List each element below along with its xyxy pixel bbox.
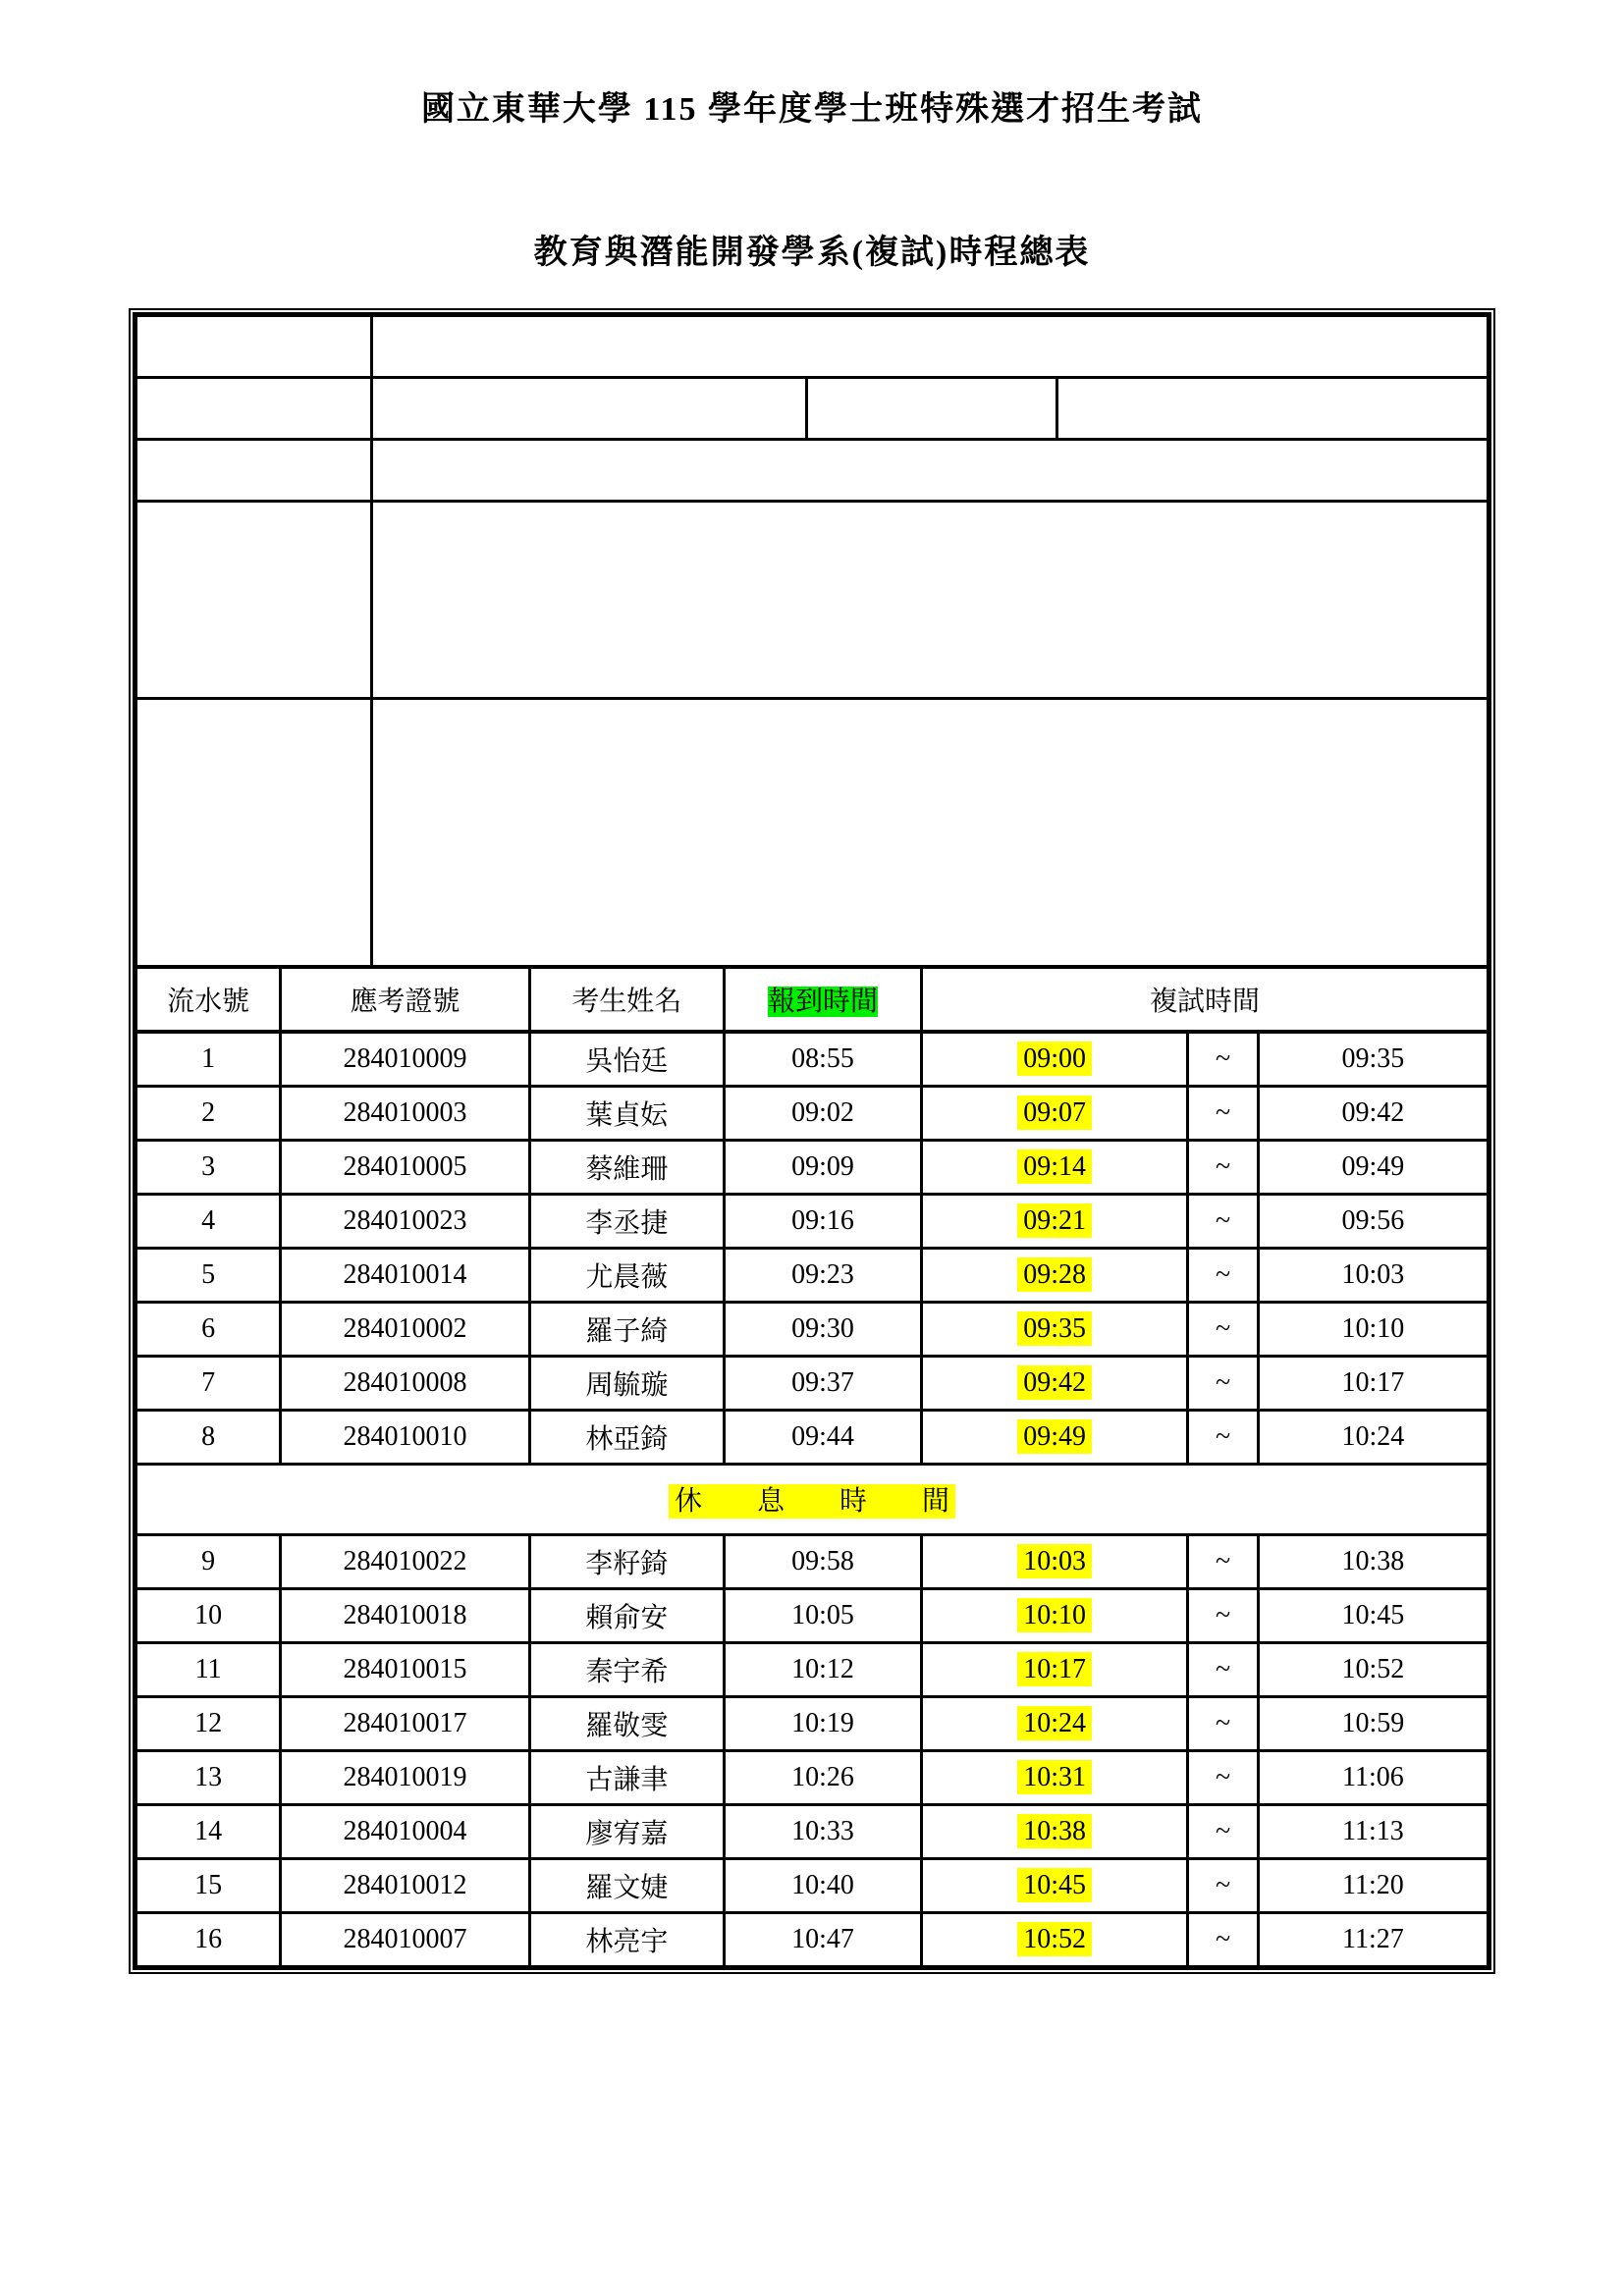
ticket-cell: 284010019 (281, 1750, 529, 1804)
tilde-cell: ~ (1188, 1302, 1259, 1356)
checkin-cell: 09:30 (724, 1302, 921, 1356)
serial-cell: 3 (136, 1140, 281, 1194)
start-time-highlight: 10:52 (1017, 1922, 1092, 1956)
tilde-cell: ~ (1188, 1140, 1259, 1194)
start-cell (922, 1534, 1188, 1588)
ticket-cell: 284010003 (281, 1086, 529, 1140)
ticket-cell: 284010022 (281, 1534, 529, 1588)
ticket-cell: 284010005 (281, 1140, 529, 1194)
serial-cell: 15 (136, 1858, 281, 1912)
schedule-body (136, 1032, 1489, 1966)
start-time-highlight: 09:42 (1017, 1365, 1092, 1400)
checkin-cell: 10:05 (724, 1588, 921, 1642)
serial-cell: 5 (136, 1248, 281, 1302)
start-cell (922, 1804, 1188, 1858)
start-time-highlight: 09:00 (1017, 1041, 1092, 1076)
serial-cell: 10 (136, 1588, 281, 1642)
table-row (136, 1302, 1489, 1356)
tilde-cell: ~ (1188, 1804, 1259, 1858)
focus-content (371, 699, 1488, 967)
start-cell (922, 1086, 1188, 1140)
table-row-contact (136, 378, 1489, 440)
table-row (136, 1086, 1489, 1140)
checkin-cell: 09:02 (724, 1086, 921, 1140)
start-time-highlight: 10:17 (1017, 1652, 1092, 1686)
contact-value (371, 378, 806, 440)
serial-cell: 14 (136, 1804, 281, 1858)
start-time-highlight: 10:10 (1017, 1598, 1092, 1632)
checkin-cell: 10:12 (724, 1642, 921, 1696)
start-time-highlight: 09:28 (1017, 1257, 1092, 1292)
tilde-cell: ~ (1188, 1912, 1259, 1966)
name-cell: 李丞捷 (529, 1194, 724, 1248)
checkin-cell: 09:09 (724, 1140, 921, 1194)
start-cell (922, 1248, 1188, 1302)
serial-cell: 6 (136, 1302, 281, 1356)
start-time-highlight: 09:07 (1017, 1095, 1092, 1130)
tilde-cell: ~ (1188, 1696, 1259, 1750)
end-cell: 09:35 (1258, 1032, 1488, 1086)
start-cell (922, 1696, 1188, 1750)
page-title: 國立東華大學 115 學年度學士班特殊選才招生考試 (420, 91, 1204, 128)
table-row (136, 1858, 1489, 1912)
focus-label (136, 699, 372, 967)
serial-cell: 8 (136, 1410, 281, 1464)
end-cell: 10:38 (1258, 1534, 1488, 1588)
name-cell: 林亞錡 (529, 1410, 724, 1464)
end-cell: 10:52 (1258, 1642, 1488, 1696)
name-cell: 羅子綺 (529, 1302, 724, 1356)
table-row (136, 1032, 1489, 1086)
serial-cell: 13 (136, 1750, 281, 1804)
page-subtitle: 教育與潛能開發學系(複試)時程總表 (533, 235, 1091, 271)
checkin-cell: 09:37 (724, 1356, 921, 1410)
tilde-cell: ~ (1188, 1410, 1259, 1464)
header-checkin (724, 967, 921, 1032)
ticket-cell: 284010007 (281, 1912, 529, 1966)
table-row (136, 1140, 1489, 1194)
end-cell: 10:10 (1258, 1302, 1488, 1356)
start-cell (922, 1410, 1188, 1464)
phone-label (806, 378, 1056, 440)
tilde-cell: ~ (1188, 1194, 1259, 1248)
checkin-cell: 08:55 (724, 1032, 921, 1086)
name-cell: 吳怡廷 (529, 1032, 724, 1086)
checkin-cell: 10:33 (724, 1804, 921, 1858)
phone-value (1056, 378, 1488, 440)
header-name: 考生姓名 (529, 967, 724, 1032)
end-cell: 10:17 (1258, 1356, 1488, 1410)
notes-content (371, 502, 1488, 699)
start-cell (922, 1858, 1188, 1912)
start-time-highlight: 10:03 (1017, 1544, 1092, 1578)
table-row (136, 1588, 1489, 1642)
start-time-highlight: 09:35 (1017, 1311, 1092, 1346)
checkin-cell: 09:58 (724, 1534, 921, 1588)
start-time-highlight: 09:14 (1017, 1149, 1092, 1184)
start-cell (922, 1642, 1188, 1696)
ticket-cell: 284010014 (281, 1248, 529, 1302)
start-cell (922, 1032, 1188, 1086)
main-table (129, 308, 1495, 1974)
table-row (136, 1534, 1489, 1588)
contact-label (136, 378, 372, 440)
end-cell: 11:27 (1258, 1912, 1488, 1966)
serial-cell: 7 (136, 1356, 281, 1410)
end-cell: 10:59 (1258, 1696, 1488, 1750)
schedule-header (136, 967, 1489, 1032)
name-cell: 李籽錡 (529, 1534, 724, 1588)
start-cell (922, 1302, 1188, 1356)
table-row (136, 1356, 1489, 1410)
schedule-table (135, 965, 1489, 1968)
start-cell (922, 1194, 1188, 1248)
location-value (371, 440, 1488, 502)
ticket-cell: 284010009 (281, 1032, 529, 1086)
info-table (135, 314, 1489, 968)
ticket-cell: 284010023 (281, 1194, 529, 1248)
table-row (136, 1410, 1489, 1464)
checkin-header-highlight: 報到時間 (767, 987, 878, 1017)
schedule-header-row (136, 967, 1489, 1032)
tilde-cell: ~ (1188, 1032, 1259, 1086)
tilde-cell: ~ (1188, 1534, 1259, 1588)
table-row (136, 1642, 1489, 1696)
ticket-cell: 284010018 (281, 1588, 529, 1642)
name-cell: 賴俞安 (529, 1588, 724, 1642)
tilde-cell: ~ (1188, 1642, 1259, 1696)
ticket-cell: 284010012 (281, 1858, 529, 1912)
serial-cell: 1 (136, 1032, 281, 1086)
name-cell: 尤晨薇 (529, 1248, 724, 1302)
table-row (136, 1912, 1489, 1966)
break-label-highlight: 休 息 時 間 (669, 1484, 955, 1519)
table-row-notes (136, 502, 1489, 699)
start-time-highlight: 10:31 (1017, 1760, 1092, 1794)
start-time-highlight: 10:45 (1017, 1868, 1092, 1902)
name-cell: 羅敬雯 (529, 1696, 724, 1750)
serial-cell: 12 (136, 1696, 281, 1750)
break-row (136, 1464, 1489, 1534)
end-cell: 09:42 (1258, 1086, 1488, 1140)
table-row-date (136, 316, 1489, 378)
notes-label (136, 502, 372, 699)
tilde-cell: ~ (1188, 1858, 1259, 1912)
start-cell (922, 1588, 1188, 1642)
checkin-cell: 10:19 (724, 1696, 921, 1750)
serial-cell: 16 (136, 1912, 281, 1966)
end-cell: 09:49 (1258, 1140, 1488, 1194)
table-row (136, 1194, 1489, 1248)
start-cell (922, 1912, 1188, 1966)
name-cell: 羅文婕 (529, 1858, 724, 1912)
ticket-cell: 284010002 (281, 1302, 529, 1356)
tilde-cell: ~ (1188, 1086, 1259, 1140)
end-cell: 10:24 (1258, 1410, 1488, 1464)
ticket-cell: 284010010 (281, 1410, 529, 1464)
ticket-cell: 284010008 (281, 1356, 529, 1410)
start-time-highlight: 10:24 (1017, 1706, 1092, 1740)
table-row (136, 1804, 1489, 1858)
start-time-highlight: 09:49 (1017, 1419, 1092, 1454)
table-row (136, 1750, 1489, 1804)
tilde-cell: ~ (1188, 1356, 1259, 1410)
table-row (136, 1248, 1489, 1302)
header-ticket: 應考證號 (281, 967, 529, 1032)
name-cell: 林亮宇 (529, 1912, 724, 1966)
tilde-cell: ~ (1188, 1588, 1259, 1642)
end-cell: 11:06 (1258, 1750, 1488, 1804)
serial-cell: 9 (136, 1534, 281, 1588)
checkin-cell: 09:16 (724, 1194, 921, 1248)
name-cell: 蔡維珊 (529, 1140, 724, 1194)
end-cell: 11:20 (1258, 1858, 1488, 1912)
end-cell: 10:45 (1258, 1588, 1488, 1642)
date-label (136, 316, 372, 378)
name-cell: 古謙聿 (529, 1750, 724, 1804)
table-row (136, 1696, 1489, 1750)
start-cell (922, 1140, 1188, 1194)
serial-cell: 2 (136, 1086, 281, 1140)
header-serial: 流水號 (136, 967, 281, 1032)
start-time-highlight: 09:21 (1017, 1203, 1092, 1238)
start-cell (922, 1750, 1188, 1804)
name-cell: 葉貞妘 (529, 1086, 724, 1140)
tilde-cell: ~ (1188, 1750, 1259, 1804)
date-value (371, 316, 1488, 378)
end-cell: 09:56 (1258, 1194, 1488, 1248)
checkin-cell: 09:44 (724, 1410, 921, 1464)
name-cell: 秦宇希 (529, 1642, 724, 1696)
break-cell (136, 1464, 1489, 1534)
checkin-cell: 09:23 (724, 1248, 921, 1302)
start-cell (922, 1356, 1188, 1410)
end-cell: 11:13 (1258, 1804, 1488, 1858)
table-row-location (136, 440, 1489, 502)
ticket-cell: 284010017 (281, 1696, 529, 1750)
ticket-cell: 284010004 (281, 1804, 529, 1858)
ticket-cell: 284010015 (281, 1642, 529, 1696)
tilde-cell: ~ (1188, 1248, 1259, 1302)
start-time-highlight: 10:38 (1017, 1814, 1092, 1848)
name-cell: 廖宥嘉 (529, 1804, 724, 1858)
end-cell: 10:03 (1258, 1248, 1488, 1302)
checkin-cell: 10:26 (724, 1750, 921, 1804)
serial-cell: 11 (136, 1642, 281, 1696)
header-exam: 複試時間 (922, 967, 1489, 1032)
checkin-cell: 10:40 (724, 1858, 921, 1912)
checkin-cell: 10:47 (724, 1912, 921, 1966)
serial-cell: 4 (136, 1194, 281, 1248)
location-label (136, 440, 372, 502)
name-cell: 周毓璇 (529, 1356, 724, 1410)
table-row-focus (136, 699, 1489, 967)
